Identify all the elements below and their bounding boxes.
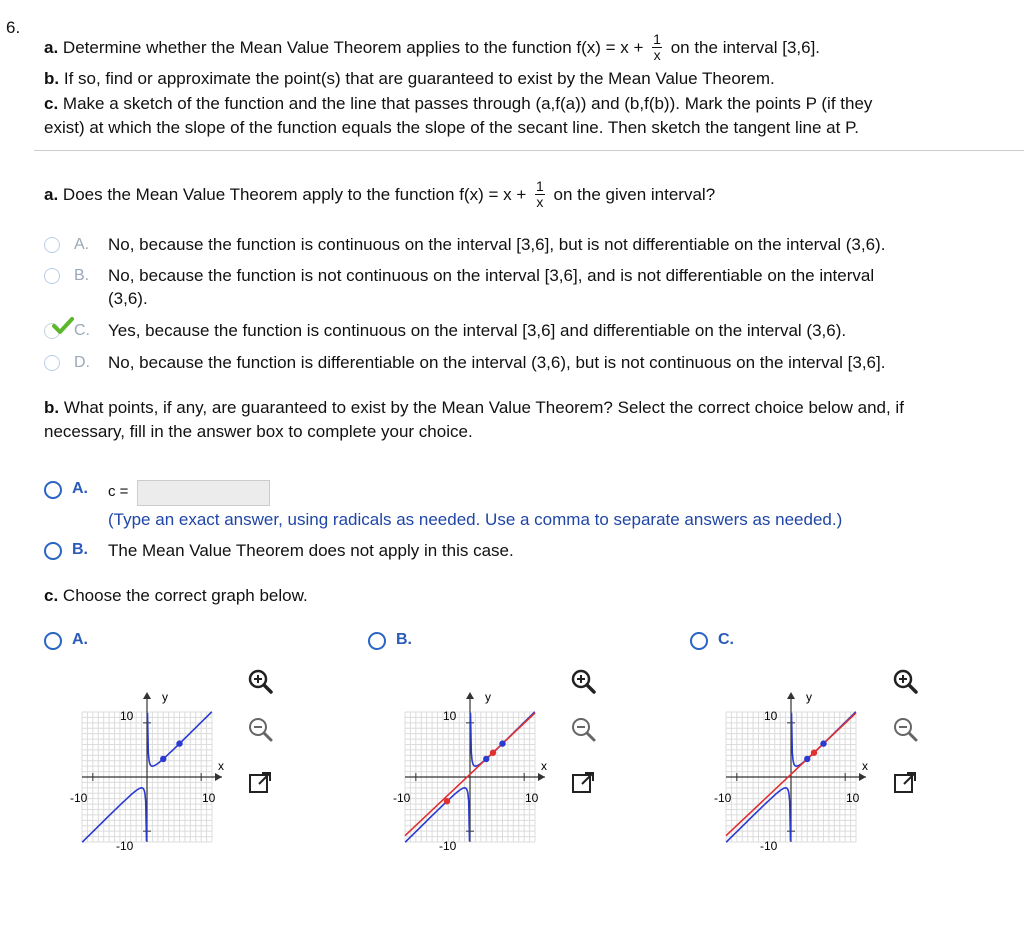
x-axis-arrow: [538, 773, 545, 781]
graph-b-y-label: y: [485, 690, 491, 704]
graph-a-y-label: y: [162, 690, 168, 704]
graph-c-xmax-label: 10: [846, 791, 860, 805]
graph-a[interactable]: [70, 690, 240, 860]
instruction-a-tail: on the interval [3,6].: [670, 37, 821, 57]
open-new-window-icon[interactable]: [247, 770, 273, 796]
graph-c-y-label: y: [806, 690, 812, 704]
x-axis-arrow: [215, 773, 222, 781]
open-new-window-icon[interactable]: [570, 770, 596, 796]
part-b-option-b-text: The Mean Value Theorem does not apply in this case.: [108, 541, 514, 560]
instruction-a-text: Determine whether the Mean Value Theorem applies to the function f(x) = x +: [62, 37, 644, 57]
graph-letter-c: C.: [718, 631, 734, 648]
graph-b-xmax-label: 10: [525, 791, 539, 805]
question-number: 6.: [6, 18, 21, 37]
zoom-out-icon[interactable]: [892, 716, 918, 742]
graph-b-ymax-label: 10: [443, 709, 457, 723]
correct-check-icon: [52, 316, 74, 336]
instruction-b: b. If so, find or approximate the point(s) that are guaranteed to exist by the Mean Value Theorem.: [44, 69, 775, 88]
divider: [34, 150, 1024, 151]
x-axis-arrow: [859, 773, 866, 781]
y-axis-arrow: [466, 692, 474, 699]
radio-part-a-option-b[interactable]: [44, 268, 60, 284]
part-b-letter-a: A.: [72, 480, 88, 497]
graph-b-ymin-label: -10: [439, 839, 457, 853]
graph-c-xmin-label: -10: [714, 791, 732, 805]
graph-c-x-label: x: [862, 759, 868, 773]
part-a-option-b-text-cont: (3,6).: [108, 289, 148, 308]
graph-c[interactable]: [714, 690, 884, 860]
part-a-option-a-text: No, because the function is continuous on the interval [3,6], but is not differentiable on the interval (3,6).: [108, 235, 886, 254]
graph-point: [499, 740, 505, 746]
graph-a-x-label: x: [218, 759, 224, 773]
y-axis-arrow: [787, 692, 795, 699]
graph-point: [483, 756, 489, 762]
open-new-window-icon[interactable]: [892, 770, 918, 796]
zoom-in-icon[interactable]: [892, 668, 918, 694]
zoom-out-icon[interactable]: [570, 716, 596, 742]
instruction-c: c. Make a sketch of the function and the line that passes through (a,f(a)) and (b,f(b)). Mark the points P (if they: [44, 94, 873, 113]
radio-part-a-option-d[interactable]: [44, 355, 60, 371]
fraction-1-over-x: $\frac{1}{x}$: [653, 31, 661, 63]
c-equals-label: c =: [108, 483, 129, 500]
radio-graph-b[interactable]: [368, 632, 386, 650]
radio-part-a-option-a[interactable]: [44, 237, 60, 253]
option-letter-a: A.: [74, 236, 90, 253]
option-letter-b: B.: [74, 267, 90, 284]
graph-point: [160, 756, 166, 762]
zoom-in-icon[interactable]: [570, 668, 596, 694]
c-answer-input[interactable]: [137, 480, 270, 506]
instruction-a: [44, 33, 820, 64]
option-letter-c: C.: [74, 322, 90, 339]
graph-point: [804, 756, 810, 762]
graph-c-ymin-label: -10: [760, 839, 778, 853]
graph-point: [490, 750, 496, 756]
part-a-option-b-text: No, because the function is not continuous on the interval [3,6], and is not differentiable on the interval: [108, 266, 875, 285]
zoom-in-icon[interactable]: [247, 668, 273, 694]
answer-hint: (Type an exact answer, using radicals as needed. Use a comma to separate answers as needed.): [108, 510, 843, 529]
option-letter-d: D.: [74, 354, 90, 371]
y-axis-arrow: [143, 692, 151, 699]
radio-graph-c[interactable]: [690, 632, 708, 650]
graph-b-x-label: x: [541, 759, 547, 773]
part-b-letter-b: B.: [72, 541, 88, 558]
graph-letter-a: A.: [72, 631, 88, 648]
graph-a-ymin-label: -10: [116, 839, 134, 853]
zoom-out-icon[interactable]: [247, 716, 273, 742]
part-a-option-d-text: No, because the function is differentiable on the interval (3,6), but is not continuous on the interval [3,6].: [108, 353, 886, 372]
graph-b[interactable]: [393, 690, 563, 860]
part-b-question: b. What points, if any, are guaranteed to exist by the Mean Value Theorem? Select the correct choice below and, if: [44, 398, 904, 417]
part-a-question: a. Does the Mean Value Theorem apply to the function f(x) = x + $\frac{1}{x}$ on the given interval?: [44, 178, 716, 210]
radio-graph-a[interactable]: [44, 632, 62, 650]
instruction-c-continued: exist) at which the slope of the function equals the slope of the secant line. Then sketch the tangent line at P.: [44, 118, 859, 137]
graph-point: [811, 750, 817, 756]
graph-a-ymax-label: 10: [120, 709, 134, 723]
graph-c-ymax-label: 10: [764, 709, 778, 723]
part-a-option-c-text: Yes, because the function is continuous on the interval [3,6] and differentiable on the interval (3,6).: [108, 321, 847, 340]
graph-b-xmin-label: -10: [393, 791, 411, 805]
part-c-question: c. Choose the correct graph below.: [44, 586, 308, 605]
instruction-a-prefix: a.: [44, 37, 59, 57]
fraction-1-over-x: $\frac{1}{x}$: [536, 178, 544, 210]
graph-letter-b: B.: [396, 631, 412, 648]
graph-point: [444, 798, 450, 804]
part-b-question-cont: necessary, fill in the answer box to complete your choice.: [44, 422, 473, 441]
graph-point: [176, 740, 182, 746]
radio-part-b-option-b[interactable]: [44, 542, 62, 560]
radio-part-b-option-a[interactable]: [44, 481, 62, 499]
graph-a-xmin-label: -10: [70, 791, 88, 805]
graph-point: [820, 740, 826, 746]
graph-a-xmax-label: 10: [202, 791, 216, 805]
